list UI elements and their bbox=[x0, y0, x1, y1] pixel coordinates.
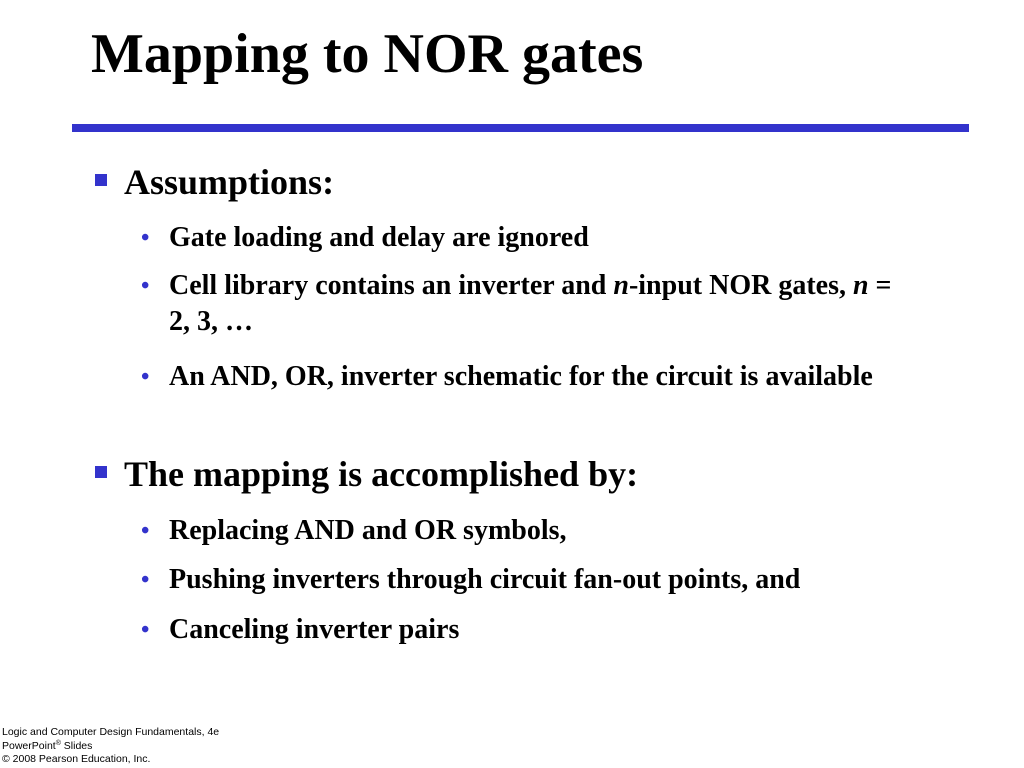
round-bullet-icon: • bbox=[141, 225, 150, 251]
footer-book-title: Logic and Computer Design Fundamentals, 4e bbox=[2, 726, 220, 738]
round-bullet-icon: • bbox=[141, 617, 150, 643]
round-bullet-icon: • bbox=[141, 273, 150, 299]
slide-footer bbox=[2, 726, 219, 767]
sub-bullet bbox=[141, 612, 929, 648]
slide-title: Mapping to NOR gates bbox=[91, 23, 644, 85]
bullet-assumptions bbox=[124, 162, 334, 203]
bullet-heading: The mapping is accomplished by: bbox=[124, 454, 639, 494]
sub-bullet-text: Replacing AND and OR symbols, bbox=[169, 515, 567, 546]
sub-bullet bbox=[141, 220, 929, 256]
bullet-heading: Assumptions: bbox=[124, 162, 335, 202]
sub-bullet bbox=[141, 268, 919, 340]
round-bullet-icon: • bbox=[141, 364, 150, 390]
sub-bullet bbox=[141, 359, 909, 395]
square-bullet-icon bbox=[95, 466, 107, 478]
sub-bullet-text: Gate loading and delay are ignored bbox=[169, 222, 589, 253]
sub-bullet-text: Cell library contains an inverter and n-input NOR gates, n = 2, 3, … bbox=[169, 270, 892, 337]
square-bullet-icon bbox=[95, 174, 107, 186]
sub-bullet bbox=[141, 513, 929, 549]
sub-bullet bbox=[141, 562, 929, 598]
round-bullet-icon: • bbox=[141, 518, 150, 544]
round-bullet-icon: • bbox=[141, 567, 150, 593]
bullet-mapping bbox=[124, 454, 638, 495]
sub-bullet-text: An AND, OR, inverter schematic for the circuit is available bbox=[169, 361, 873, 392]
footer-copyright: © 2008 Pearson Education, Inc. bbox=[2, 753, 151, 765]
footer-slides-label: PowerPoint® Slides bbox=[2, 739, 93, 752]
sub-bullet-text: Canceling inverter pairs bbox=[169, 614, 460, 645]
sub-bullet-text: Pushing inverters through circuit fan-out points, and bbox=[169, 564, 801, 595]
